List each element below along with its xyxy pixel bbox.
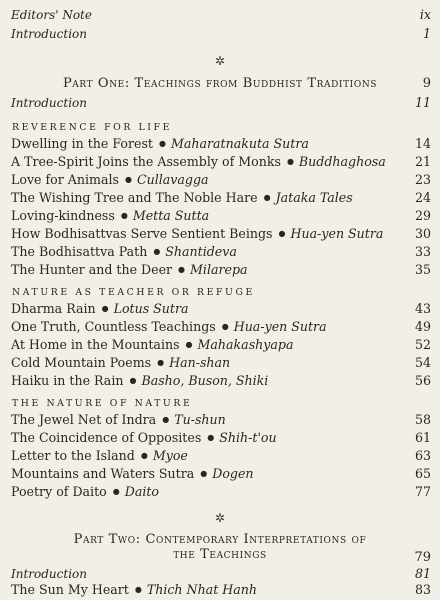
- toc-page-number: 43: [414, 301, 431, 316]
- part-one-introduction[interactable]: [11, 95, 431, 110]
- part-one-heading[interactable]: Part One: Teachings from Buddhist Traditions: [62, 76, 378, 91]
- bullet-separator-icon: ●: [286, 157, 294, 166]
- toc-page-number: 52: [414, 337, 431, 352]
- ornament-divider: ✲: [214, 54, 226, 68]
- part-two-introduction[interactable]: [11, 566, 431, 581]
- toc-page-number: 61: [414, 430, 431, 445]
- toc-title: One Truth, Countless Teachings: [11, 319, 216, 334]
- ornament-divider: ✲: [214, 511, 226, 525]
- toc-title: Haiku in the Rain: [11, 373, 124, 388]
- toc-page-number: 30: [414, 226, 431, 241]
- toc-source: Han-shan: [169, 355, 231, 370]
- toc-page-number: 58: [414, 412, 431, 427]
- toc-title: The Coincidence of Opposites: [11, 430, 202, 445]
- toc-source: Daito: [124, 484, 159, 499]
- toc-entry[interactable]: [11, 244, 431, 259]
- bullet-separator-icon: ●: [124, 175, 132, 184]
- bullet-separator-icon: ●: [129, 376, 137, 385]
- toc-entry[interactable]: [11, 412, 431, 427]
- toc-title: A Tree-Spirit Joins the Assembly of Monks: [11, 154, 281, 169]
- toc-title: Poetry of Daito: [11, 484, 107, 499]
- toc-page-number: 1: [422, 26, 431, 41]
- toc-entry[interactable]: [11, 373, 431, 388]
- bullet-separator-icon: ●: [159, 139, 166, 148]
- toc-source: Maharatnakuta Sutra: [170, 136, 309, 151]
- toc-entry[interactable]: [11, 301, 431, 316]
- toc-page-number: 77: [414, 484, 431, 499]
- toc-source: Jataka Tales: [275, 190, 353, 205]
- section-heading-nature-as-teacher: NATURE AS TEACHER OR REFUGE: [12, 287, 255, 298]
- toc-page-number: ix: [419, 7, 431, 22]
- toc-source: Shih-t'ou: [219, 430, 277, 445]
- toc-title: Letter to the Island: [11, 448, 135, 463]
- bullet-separator-icon: ●: [120, 211, 128, 220]
- toc-title: Introduction: [11, 96, 87, 110]
- toc-page-number: 65: [414, 466, 431, 481]
- bullet-separator-icon: ●: [140, 451, 148, 460]
- part-one-page-number: 9: [422, 76, 431, 91]
- toc-source: Lotus Sutra: [113, 301, 189, 316]
- bullet-separator-icon: ●: [153, 247, 161, 256]
- section-heading-reverence-for-life: REVERENCE FOR LIFE: [12, 122, 172, 133]
- bullet-separator-icon: ●: [207, 433, 215, 442]
- toc-title: Mountains and Waters Sutra: [11, 466, 195, 481]
- toc-entry[interactable]: [11, 172, 431, 187]
- toc-source: Hua-yen Sutra: [233, 319, 327, 334]
- toc-title: The Bodhisattva Path: [11, 244, 148, 259]
- toc-title: Dwelling in the Forest: [11, 136, 153, 151]
- toc-source: Cullavagga: [136, 172, 209, 187]
- part-two-page-number: 79: [414, 550, 431, 565]
- bullet-separator-icon: ●: [221, 322, 229, 331]
- bullet-separator-icon: ●: [263, 193, 271, 202]
- toc-entry[interactable]: [11, 190, 431, 205]
- toc-title: Love for Animals: [11, 172, 119, 187]
- toc-source: Metta Sutta: [132, 208, 210, 223]
- toc-page-number: 35: [414, 262, 431, 277]
- toc-entry[interactable]: [11, 448, 431, 463]
- toc-entry[interactable]: [11, 430, 431, 445]
- toc-title: The Jewel Net of Indra: [11, 412, 157, 427]
- toc-title: Loving-kindness: [11, 208, 115, 223]
- toc-page-number: 11: [414, 95, 431, 110]
- toc-title: The Wishing Tree and The Noble Hare: [11, 190, 258, 205]
- toc-front-editors-note[interactable]: [11, 7, 431, 22]
- bullet-separator-icon: ●: [112, 487, 120, 496]
- toc-entry[interactable]: [11, 262, 431, 277]
- toc-source: Shantideva: [165, 244, 237, 259]
- bullet-separator-icon: ●: [278, 229, 286, 238]
- toc-entry[interactable]: [11, 226, 431, 241]
- toc-source: Mahakashyapa: [197, 337, 294, 352]
- toc-source: Basho, Buson, Shiki: [141, 373, 269, 388]
- toc-title: At Home in the Mountains: [11, 337, 180, 352]
- toc-source: Myoe: [152, 448, 188, 463]
- part-two-heading-line1[interactable]: Part Two: Contemporary Interpretations of: [73, 532, 367, 547]
- toc-source: Thich Nhat Hanh: [146, 582, 257, 597]
- toc-page-number: 33: [414, 244, 431, 259]
- toc-page-number: 63: [414, 448, 431, 463]
- toc-title: Cold Mountain Poems: [11, 355, 152, 370]
- toc-source: Hua-yen Sutra: [290, 226, 384, 241]
- toc-entry[interactable]: [11, 136, 431, 151]
- toc-entry[interactable]: [11, 337, 431, 352]
- toc-source: Dogen: [212, 466, 254, 481]
- toc-title: Introduction: [11, 567, 87, 581]
- toc-page-number: 83: [414, 582, 431, 597]
- toc-page-number: 56: [414, 373, 431, 388]
- bullet-separator-icon: ●: [157, 358, 165, 367]
- toc-title: The Hunter and the Deer: [11, 262, 173, 277]
- toc-page-number: 81: [414, 566, 431, 581]
- toc-entry[interactable]: [11, 208, 431, 223]
- toc-title: The Sun My Heart: [11, 582, 129, 597]
- toc-entry[interactable]: [11, 154, 431, 169]
- toc-page-number: 14: [414, 136, 431, 151]
- toc-page-number: 23: [414, 172, 431, 187]
- bullet-separator-icon: ●: [101, 304, 109, 313]
- toc-title: Introduction: [11, 27, 87, 41]
- toc-title: Dharma Rain: [11, 301, 96, 316]
- toc-page-number: 21: [414, 154, 431, 169]
- bullet-separator-icon: ●: [178, 265, 186, 274]
- toc-front-introduction[interactable]: [11, 26, 431, 41]
- toc-page-number: 29: [414, 208, 431, 223]
- toc-page-number: 24: [414, 190, 431, 205]
- toc-page-number: 49: [414, 319, 431, 334]
- bullet-separator-icon: ●: [185, 340, 193, 349]
- toc-source: Milarepa: [190, 262, 248, 277]
- bullet-separator-icon: ●: [134, 585, 142, 594]
- toc-title: Editors' Note: [11, 8, 92, 22]
- bullet-separator-icon: ●: [200, 469, 208, 478]
- toc-source: Buddhaghosa: [298, 154, 386, 169]
- toc-entry[interactable]: [11, 355, 431, 370]
- toc-entry[interactable]: [11, 484, 431, 499]
- toc-entry[interactable]: [11, 582, 431, 597]
- bullet-separator-icon: ●: [162, 415, 170, 424]
- part-two-heading-line2[interactable]: the Teachings: [173, 547, 267, 562]
- toc-entry[interactable]: [11, 466, 431, 481]
- toc-page-number: 54: [414, 355, 431, 370]
- toc-title: How Bodhisattvas Serve Sentient Beings: [11, 226, 273, 241]
- toc-entry[interactable]: [11, 319, 431, 334]
- toc-source: Tu-shun: [174, 412, 226, 427]
- section-heading-nature-of-nature: THE NATURE OF NATURE: [12, 398, 193, 409]
